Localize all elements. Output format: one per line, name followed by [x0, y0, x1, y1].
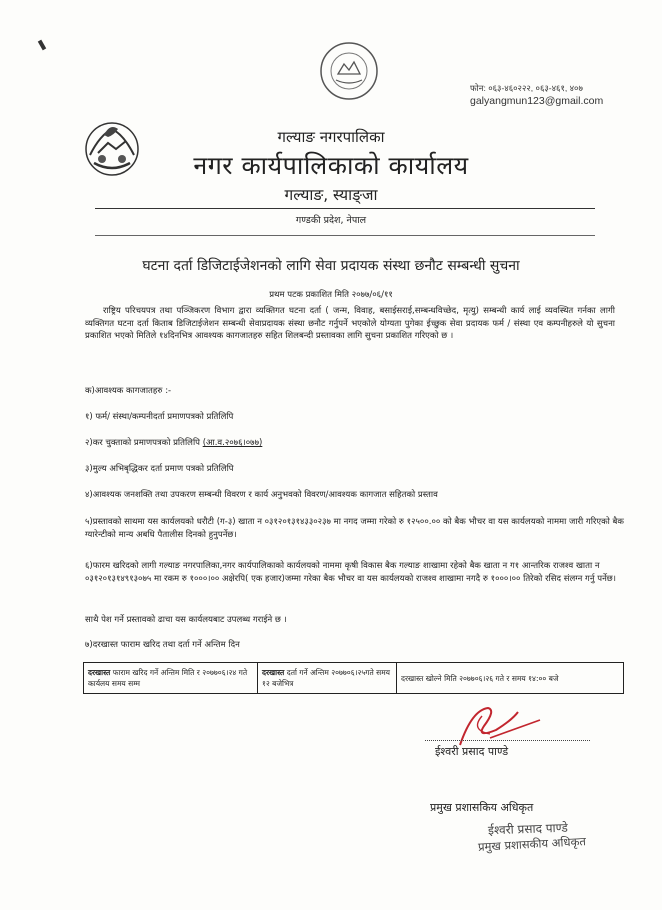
table-cell-purchase — [84, 663, 258, 694]
doc-item-1: १) फर्म/ संस्था/कम्पनीदर्ता प्रमाणपत्रको प्रतिलिपि — [85, 412, 234, 422]
cell-purchase-text: फाराम खरिद गर्ने अन्तिम मिति र २०७७०६।२४ गते कार्यलय समय सम्म — [88, 668, 248, 688]
district-name: गल्याङ, स्याङ्जा — [284, 186, 378, 204]
municipality-name: गल्याङ नगरपालिका — [277, 128, 385, 146]
doc-item-5: ५)प्रस्तावको साथमा यस कार्यलयको धरौटी (ग-३) खाता न ०३१२०१३१४३३०२३७ मा नगद जम्मा गरेको रु १२५००.०० को बैक भौचर वा यस कार्यलयको नाममा जारी गरिएको बैक ग्यारेन्टीको मान्य अबधि पैतालीस दिनको हुनुपर्नेछ। — [85, 517, 624, 540]
doc-item-2-text: २)कर चुक्ताको प्रमाणपत्रको प्रतिलिपि — [85, 438, 200, 448]
scan-mark — [38, 40, 46, 51]
doc-item-8: ७)दरखास्त फाराम खरिद तथा दर्ता गर्ने अन्तिम दिन — [85, 640, 240, 650]
docs-heading: क)आवश्यक कागजातहरु :- — [85, 386, 172, 396]
doc-item-3: ३)मुल्य अभिबृद्धिकर दर्ता प्रमाण पत्रको प्रतिलिपि — [85, 464, 234, 474]
signatory-title: प्रमुख प्रशासकिय अधिकृत — [430, 801, 534, 814]
doc-item-6: ६)फारम खरिदको लागी गल्याङ नगरपालिका,नगर कार्यपालिकाको कार्यलयको नाममा कृषी विकास बैक गल्याङ शाखामा रहेको बैक खाता न ग१ आन्तरिक राजश्व खाता न ०३१२०१३१४९१३०७५ मा रकम रु १०००।०० अक्षेरपि( एक हजार)जम्मा गरेका बैक भौचर वा यस कार्यलयको राजश्व शाखामा नगदै रु १०००।०० तिरेको रसिद संलग्न गर्नु पर्नेछ। — [85, 561, 616, 584]
cell-submission-label: दरखास्त — [262, 668, 285, 677]
cell-submission-text: दर्ता गर्ने अन्तिम २०७७०६।२५गते समय १२ बजेभित्र — [262, 668, 391, 688]
notice-body: राष्ट्रिय परिचयपत्र तथा पञ्जिकरण विभाग द्वारा व्यक्तिगत घटना दर्ता ( जन्म, विवाह, बसाईसराई,सम्बन्धविच्छेद, मृत्यु) सम्बन्धी कार्य लाई व्यवस्थित गर्नका लागी व्यक्तिगत घटना दर्ता किताब डिजिटाईजेशन सम्बन्धी सेवाप्रदायक संस्था छनौट गर्नुपर्ने भएकोले योग्यता पुगेका ईच्छुक सेवा प्रदायक फर्म / संस्था एव कम्पनीहरुले यो सुचना प्रकाशित भएको मितिले १४दिनभित्र आवश्यक कागजातहरु सहित शिलबन्दी प्रस्तावका लागि सुचना प्रकाशित गरिएको छ । — [85, 306, 615, 341]
header-rule — [95, 208, 595, 209]
doc-item-2 — [85, 437, 625, 450]
doc-item-4: ४)आवश्यक जनशक्ति तथा उपकरण सम्बन्धी विवरण र कार्य अनुभवको विवरण/आवश्यक कागजात सहितको प्रस्ताव — [85, 490, 438, 500]
publication-date: प्रथम पटक प्रकाशित मिति २०७७/०६/११ — [269, 290, 393, 300]
contact-block — [470, 82, 603, 108]
office-name: नगर कार्यपालिकाको कार्यालय — [193, 151, 469, 180]
contact-email: galyangmun123@gmail.com — [470, 95, 604, 107]
notice-title: घटना दर्ता डिजिटाईजेशनको लागि सेवा प्रदायक संस्था छनौट सम्बन्धी सुचना — [142, 258, 520, 274]
table-cell-opening: दरखास्त खोल्ने मिति २०७७०६।२६ गते र समय १४:०० बजे — [397, 663, 624, 694]
header-rule-bottom — [95, 235, 595, 236]
doc-item-2-year: (आ.व.२०७६।०७७) — [202, 438, 263, 448]
province-name: गण्डकी प्रदेश, नेपाल — [295, 215, 367, 226]
table-row — [84, 663, 624, 694]
stamp-name: ईश्वरी प्रसाद पाण्डे — [487, 820, 569, 838]
doc-item-7: साथै पेश गर्ने प्रस्तावको ढाचा यस कार्यलयबाट उपलब्ध गराईने छ । — [85, 615, 287, 625]
stamp-title: प्रमुख प्रशासकीय अधिकृत — [477, 834, 587, 854]
table-cell-submission — [258, 663, 397, 694]
contact-phone: फोन: ०६३-४६०२२२, ०६३-४६१, ४०७ — [470, 83, 583, 93]
office-seal — [318, 40, 380, 102]
cell-purchase-label: दरखास्त — [88, 668, 111, 677]
signature-line — [425, 740, 590, 741]
signatory-name: ईश्वरी प्रसाद पाण्डे — [435, 745, 509, 758]
